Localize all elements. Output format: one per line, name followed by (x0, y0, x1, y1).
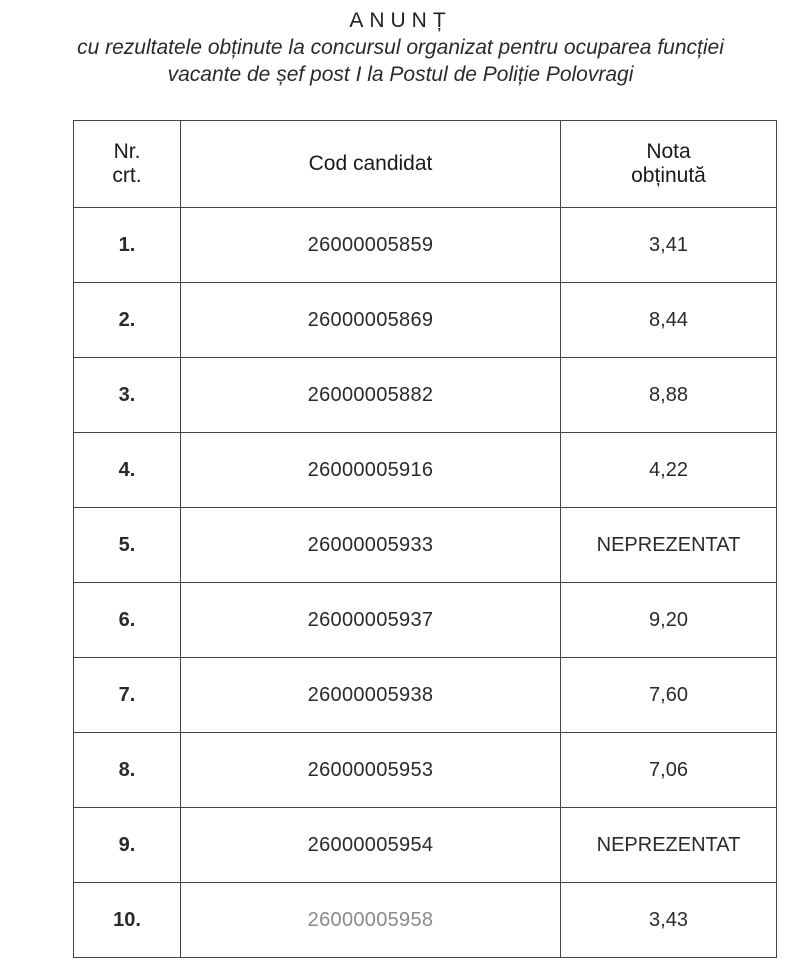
row-number: 5. (74, 508, 181, 583)
row-number: 3. (74, 358, 181, 433)
column-header-nr-line2: crt. (112, 164, 142, 187)
column-header-nota-line1: Nota (646, 140, 691, 163)
candidate-code: 26000005869 (181, 283, 561, 358)
row-number: 9. (74, 808, 181, 883)
candidate-grade: NEPREZENTAT (561, 508, 777, 583)
table-row (74, 883, 777, 958)
candidate-code: 26000005938 (181, 658, 561, 733)
candidate-grade: 8,88 (561, 358, 777, 433)
table-row (74, 583, 777, 658)
row-number: 2. (74, 283, 181, 358)
table-row (74, 808, 777, 883)
candidate-code: 26000005954 (181, 808, 561, 883)
row-number: 8. (74, 733, 181, 808)
table-row (74, 358, 777, 433)
announcement-header (0, 8, 801, 88)
candidate-code: 26000005933 (181, 508, 561, 583)
row-number: 1. (74, 208, 181, 283)
candidate-grade: 7,60 (561, 658, 777, 733)
table-row (74, 733, 777, 808)
table-header-row (74, 121, 777, 208)
row-number: 7. (74, 658, 181, 733)
column-header-nota-line2: obținută (631, 164, 706, 187)
candidate-grade: 3,43 (561, 883, 777, 958)
candidate-code: 26000005882 (181, 358, 561, 433)
subtitle-line-1: cu rezultatele obținute la concursul organizat pentru ocuparea funcției (77, 36, 724, 59)
candidate-code: 26000005937 (181, 583, 561, 658)
table-row (74, 508, 777, 583)
column-header-nr-line1: Nr. (113, 140, 141, 163)
table-row (74, 208, 777, 283)
candidate-grade: 9,20 (561, 583, 777, 658)
row-number: 4. (74, 433, 181, 508)
column-header-nr (74, 121, 181, 208)
candidate-grade: NEPREZENTAT (561, 808, 777, 883)
page-title: ANUNȚ (349, 9, 452, 32)
candidate-grade: 3,41 (561, 208, 777, 283)
candidate-grade: 4,22 (561, 433, 777, 508)
candidate-grade: 7,06 (561, 733, 777, 808)
candidate-code: 26000005958 (181, 883, 561, 958)
column-header-cod: Cod candidat (181, 121, 561, 208)
candidate-code: 26000005916 (181, 433, 561, 508)
row-number: 6. (74, 583, 181, 658)
column-header-nota (561, 121, 777, 208)
candidate-code: 26000005953 (181, 733, 561, 808)
row-number: 10. (74, 883, 181, 958)
table-row (74, 433, 777, 508)
candidate-code: 26000005859 (181, 208, 561, 283)
results-table (73, 120, 777, 958)
table-row (74, 658, 777, 733)
table-row (74, 283, 777, 358)
candidate-grade: 8,44 (561, 283, 777, 358)
subtitle-line-2: vacante de șef post I la Postul de Poliție Polovragi (167, 63, 634, 86)
